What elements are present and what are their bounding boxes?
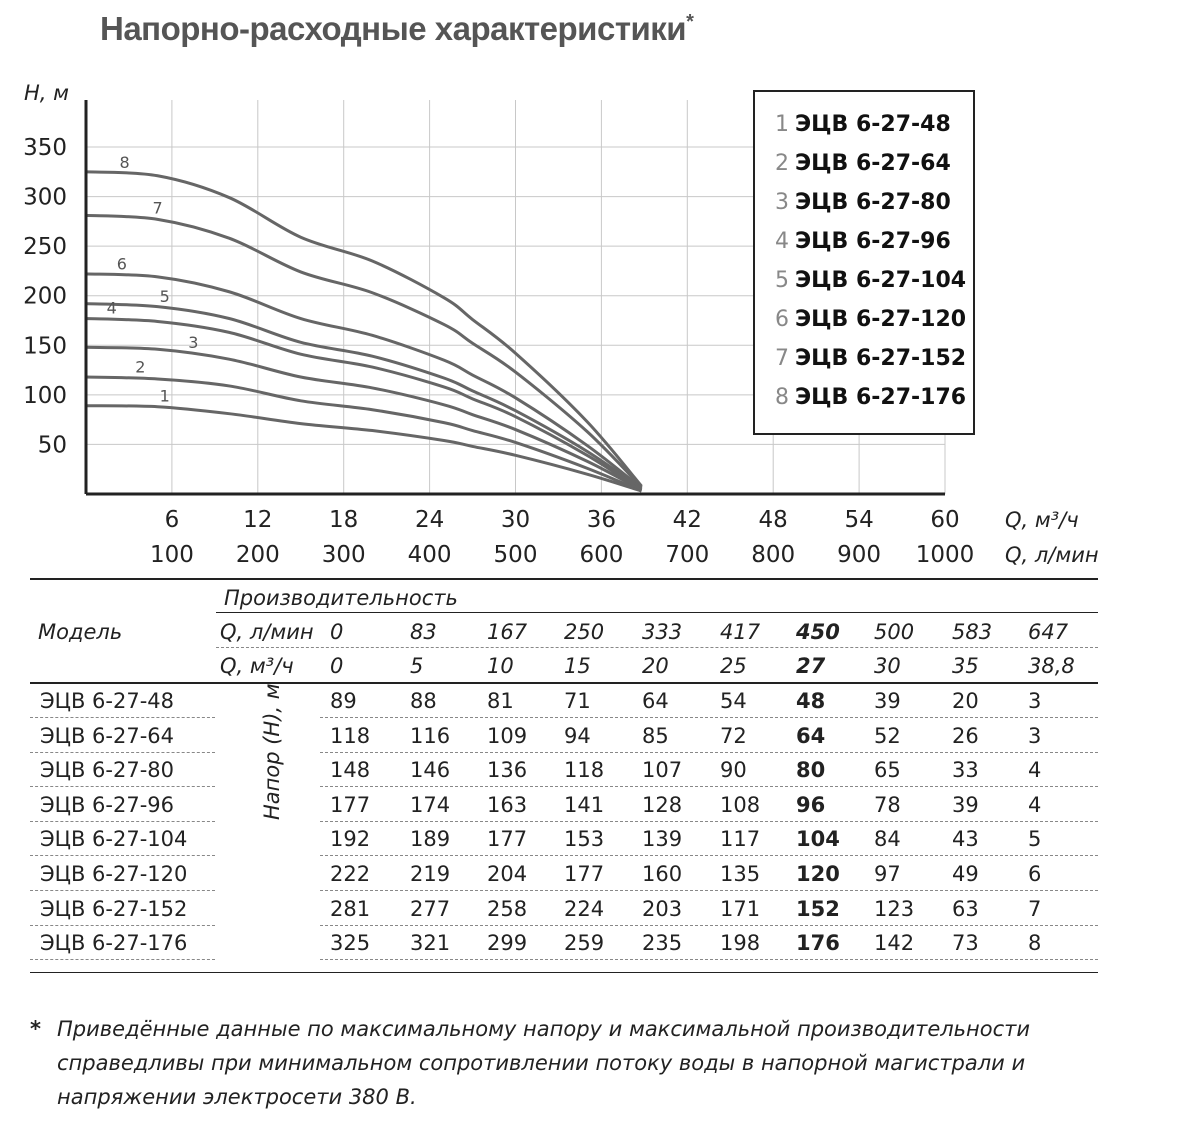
q-lmin-value: 0 — [330, 620, 344, 644]
legend-item-label: ЭЦВ 6-27-64 — [795, 151, 951, 176]
row-rule-right — [320, 717, 1098, 718]
y-tick-label: 150 — [23, 333, 67, 360]
x-tick-label-lmin: 400 — [407, 542, 452, 568]
row-rule-right — [320, 890, 1098, 891]
q-m3h-value: 15 — [564, 654, 591, 678]
legend-item-label: ЭЦВ 6-27-80 — [795, 190, 951, 215]
row-value: 325 — [330, 931, 371, 956]
curve-label-1: 1 — [159, 386, 170, 406]
row-rule-right — [320, 855, 1098, 856]
curve-label-4: 4 — [106, 298, 117, 318]
row-value: 20 — [952, 689, 979, 713]
row-value: 3 — [1028, 689, 1042, 713]
legend-item — [775, 307, 966, 332]
row-value: 39 — [952, 792, 979, 817]
x-tick-label-lmin: 500 — [493, 542, 538, 568]
q-m3h-label: Q, м³/ч — [220, 654, 294, 678]
row-value: 80 — [796, 758, 826, 783]
table-bottom-rule — [30, 972, 1098, 973]
row-value: 90 — [720, 758, 747, 783]
chart-curves — [86, 172, 641, 491]
row-value: 219 — [410, 862, 451, 886]
legend-item — [775, 190, 951, 215]
row-rule-right — [320, 925, 1098, 926]
legend-item-label: ЭЦВ 6-27-96 — [795, 229, 951, 254]
row-value: 8 — [1028, 931, 1042, 956]
q-lmin-value: 583 — [952, 620, 993, 644]
legend-item — [775, 151, 951, 176]
x-tick-label-lmin: 200 — [235, 542, 280, 568]
curve-label-6: 6 — [116, 254, 127, 274]
row-model: ЭЦВ 6-27-96 — [40, 792, 175, 817]
q-m3h-value: 27 — [796, 654, 826, 678]
row-value: 174 — [410, 792, 451, 817]
row-value: 177 — [330, 792, 371, 817]
row-value: 107 — [642, 758, 683, 783]
row-rule-right — [320, 821, 1098, 822]
perf-header: Производительность — [224, 586, 458, 610]
perf-rule — [216, 612, 1098, 613]
y-tick-label: 100 — [23, 382, 67, 409]
row-value: 48 — [796, 689, 826, 713]
row-value: 141 — [564, 792, 605, 817]
row-value: 88 — [410, 689, 437, 713]
row-value: 171 — [720, 896, 761, 921]
row-value: 26 — [952, 723, 979, 748]
row-value: 120 — [796, 862, 840, 886]
x-tick-label-lmin: 600 — [579, 542, 624, 568]
row-value: 142 — [874, 931, 915, 956]
q-lmin-rule — [216, 647, 1098, 648]
x-tick-label-m3h: 12 — [243, 507, 273, 533]
q-lmin-value: 333 — [642, 620, 683, 644]
row-value: 281 — [330, 896, 371, 921]
row-value: 146 — [410, 758, 451, 783]
q-m3h-value: 25 — [720, 654, 747, 678]
row-value: 63 — [952, 896, 979, 921]
legend-item — [775, 112, 951, 137]
row-value: 49 — [952, 862, 979, 886]
row-value: 4 — [1028, 758, 1042, 783]
x-tick-label-lmin: 1000 — [915, 542, 975, 568]
x-tick-label-m3h: 24 — [414, 507, 445, 533]
table-top-rule — [30, 578, 1098, 580]
x-tick-label-m3h: 48 — [758, 507, 788, 533]
footnote-text: Приведённые данные по максимальному напору и максимальной производительности справедливы при минимальном сопротивлении потоку воды в напорной магистрали и напряжении электросети 380 В. — [57, 1017, 1031, 1109]
legend-item-label: ЭЦВ 6-27-120 — [795, 307, 967, 332]
row-value: 5 — [1028, 827, 1042, 852]
x-tick-label-m3h: 36 — [586, 507, 617, 533]
y-tick-label: 250 — [23, 234, 67, 261]
q-m3h-value: 30 — [874, 654, 901, 678]
x-tick-label-m3h: 54 — [844, 507, 874, 533]
legend-item-number: 1 — [775, 112, 789, 137]
header-bottom-rule — [30, 682, 1098, 684]
model-header: Модель — [38, 620, 123, 644]
q-m3h-value: 35 — [952, 654, 979, 678]
row-value: 163 — [487, 792, 528, 817]
legend-item-label: ЭЦВ 6-27-152 — [795, 346, 967, 371]
row-value: 54 — [720, 689, 747, 713]
x-tick-label-lmin: 900 — [837, 542, 882, 568]
row-value: 108 — [720, 792, 761, 817]
row-model: ЭЦВ 6-27-176 — [40, 931, 188, 956]
row-value: 177 — [487, 827, 528, 852]
row-value: 192 — [330, 827, 371, 852]
row-value: 148 — [330, 758, 371, 783]
x-tick-label-lmin: 800 — [751, 542, 796, 568]
curve-label-3: 3 — [188, 333, 199, 353]
row-value: 203 — [642, 896, 683, 921]
row-model: ЭЦВ 6-27-104 — [40, 827, 188, 852]
x-axis-label-lmin: Q, л/мин — [1005, 543, 1099, 567]
x-axis-label-m3h: Q, м³/ч — [1005, 508, 1079, 532]
curve-series-3 — [86, 347, 641, 490]
legend-item — [775, 385, 966, 410]
row-value: 3 — [1028, 723, 1042, 748]
row-value: 64 — [642, 689, 669, 713]
q-lmin-label: Q, л/мин — [220, 620, 314, 644]
row-value: 198 — [720, 931, 761, 956]
row-model: ЭЦВ 6-27-120 — [40, 862, 188, 886]
row-value: 204 — [487, 862, 528, 886]
x-tick-label-lmin: 700 — [665, 542, 710, 568]
row-value: 136 — [487, 758, 528, 783]
curve-label-7: 7 — [152, 198, 163, 218]
row-value: 65 — [874, 758, 901, 783]
legend-item-label: ЭЦВ 6-27-176 — [795, 385, 967, 410]
x-tick-label-m3h: 18 — [329, 507, 359, 533]
q-lmin-value: 417 — [720, 620, 761, 644]
row-rule-left — [30, 959, 215, 960]
row-rule-left — [30, 717, 215, 718]
legend-item-number: 6 — [775, 307, 789, 332]
row-value: 235 — [642, 931, 683, 956]
row-value: 135 — [720, 862, 761, 886]
row-value: 4 — [1028, 792, 1042, 817]
row-rule-right — [320, 959, 1098, 960]
legend-item-number: 2 — [775, 151, 789, 176]
row-model: ЭЦВ 6-27-64 — [40, 723, 175, 748]
y-axis-label: H, м — [24, 81, 69, 105]
row-value: 152 — [796, 896, 840, 921]
footnote-mark: * — [30, 1017, 41, 1041]
row-rule-left — [30, 890, 215, 891]
curve-label-5: 5 — [159, 286, 170, 306]
chart-curve-labels — [107, 153, 199, 406]
row-value: 160 — [642, 862, 683, 886]
legend-item — [775, 346, 966, 371]
row-value: 64 — [796, 723, 826, 748]
row-value: 321 — [410, 931, 451, 956]
row-value: 117 — [720, 827, 761, 852]
q-m3h-value: 20 — [642, 654, 669, 678]
row-value: 7 — [1028, 896, 1042, 921]
row-value: 176 — [796, 931, 840, 956]
y-tick-label: 350 — [23, 135, 67, 161]
row-value: 224 — [564, 896, 605, 921]
row-value: 85 — [642, 723, 669, 748]
q-lmin-value: 500 — [874, 620, 915, 644]
row-value: 118 — [330, 723, 371, 748]
row-value: 258 — [487, 896, 528, 921]
chart-legend — [753, 90, 975, 435]
row-value: 71 — [564, 689, 591, 713]
x-tick-label-m3h: 6 — [164, 507, 180, 533]
row-rule-left — [30, 786, 215, 787]
legend-item-number: 4 — [775, 229, 789, 254]
q-lmin-value: 450 — [796, 620, 840, 644]
row-value: 104 — [796, 827, 840, 852]
y-tick-label: 50 — [37, 432, 67, 459]
x-tick-label-m3h: 42 — [672, 507, 702, 533]
q-m3h-value: 10 — [487, 654, 514, 678]
x-tick-label-lmin: 300 — [321, 542, 366, 568]
row-value: 118 — [564, 758, 605, 783]
row-model: ЭЦВ 6-27-80 — [40, 758, 175, 783]
q-lmin-value: 647 — [1028, 620, 1069, 644]
q-m3h-value: 0 — [330, 654, 344, 678]
legend-item — [775, 229, 951, 254]
legend-item — [775, 268, 966, 293]
row-model: ЭЦВ 6-27-152 — [40, 896, 188, 921]
row-rule-right — [320, 752, 1098, 753]
row-value: 139 — [642, 827, 683, 852]
row-value: 123 — [874, 896, 915, 921]
row-rule-left — [30, 752, 215, 753]
row-value: 84 — [874, 827, 901, 852]
q-lmin-value: 250 — [564, 620, 605, 644]
row-value: 43 — [952, 827, 979, 852]
row-value: 116 — [410, 723, 451, 748]
legend-item-number: 3 — [775, 190, 789, 215]
row-value: 96 — [796, 792, 826, 817]
row-value: 73 — [952, 931, 979, 956]
row-value: 222 — [330, 862, 371, 886]
y-tick-label: 300 — [23, 184, 67, 211]
legend-item-number: 8 — [775, 385, 789, 410]
title-footnote-mark: * — [686, 11, 694, 33]
row-value: 189 — [410, 827, 451, 852]
row-rule-right — [320, 786, 1098, 787]
row-value: 259 — [564, 931, 605, 956]
legend-item-number: 7 — [775, 346, 789, 371]
row-value: 89 — [330, 689, 357, 713]
curve-label-8: 8 — [119, 152, 130, 172]
row-value: 52 — [874, 723, 901, 748]
row-model: ЭЦВ 6-27-48 — [40, 689, 175, 713]
row-value: 72 — [720, 723, 747, 748]
page-title: Напорно-расходные характеристики* — [100, 10, 694, 47]
row-value: 153 — [564, 827, 605, 852]
legend-item-number: 5 — [775, 268, 789, 293]
row-value: 39 — [874, 689, 901, 713]
x-tick-label-m3h: 30 — [500, 507, 531, 533]
row-value: 81 — [487, 689, 514, 713]
row-value: 299 — [487, 931, 528, 956]
q-lmin-value: 167 — [487, 620, 528, 644]
x-tick-label-m3h: 60 — [930, 507, 960, 533]
legend-item-label: ЭЦВ 6-27-104 — [795, 268, 967, 293]
q-m3h-value: 5 — [410, 654, 424, 678]
row-value: 109 — [487, 723, 528, 748]
curve-label-2: 2 — [135, 357, 146, 377]
q-m3h-value: 38,8 — [1028, 654, 1075, 678]
row-rule-left — [30, 855, 215, 856]
legend-item-label: ЭЦВ 6-27-48 — [795, 112, 951, 137]
row-value: 128 — [642, 792, 683, 817]
row-value: 97 — [874, 862, 901, 886]
row-value: 94 — [564, 723, 591, 748]
q-lmin-value: 83 — [410, 620, 437, 644]
row-value: 177 — [564, 862, 605, 886]
row-value: 78 — [874, 792, 901, 817]
y-tick-label: 200 — [23, 283, 67, 310]
head-axis-label: Напор (H), м — [260, 683, 284, 820]
row-value: 277 — [410, 896, 451, 921]
row-rule-left — [30, 821, 215, 822]
row-rule-left — [30, 925, 215, 926]
row-value: 33 — [952, 758, 979, 783]
x-tick-label-lmin: 100 — [149, 542, 194, 568]
row-value: 6 — [1028, 862, 1042, 886]
